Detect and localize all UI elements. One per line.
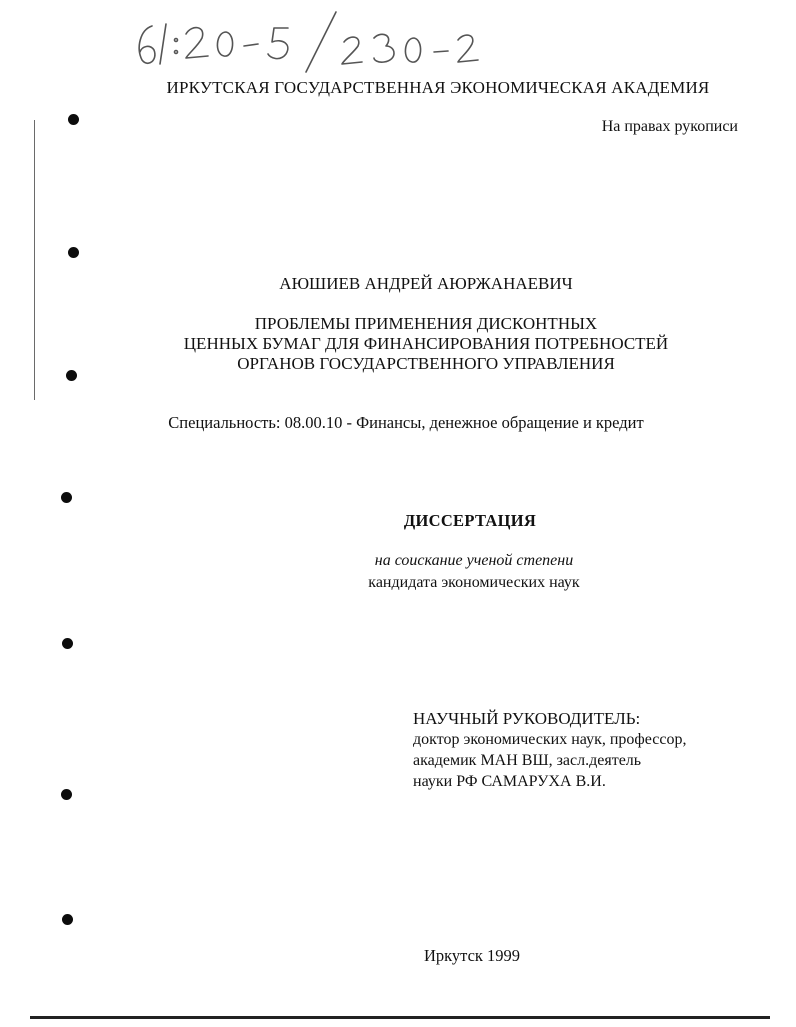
institution-name: ИРКУТСКАЯ ГОСУДАРСТВЕННАЯ ЭКОНОМИЧЕСКАЯ АКАДЕМИЯ: [166, 78, 710, 97]
binding-hole-mark: [61, 789, 72, 800]
dissertation-title: [0, 314, 796, 374]
binding-hole-mark: [62, 638, 73, 649]
title-line: ОРГАНОВ ГОСУДАРСТВЕННОГО УПРАВЛЕНИЯ: [237, 354, 615, 373]
degree-statement: [0, 550, 796, 594]
degree-line: кандидата экономических наук: [368, 574, 580, 591]
supervisor-heading: НАУЧНЫЙ РУКОВОДИТЕЛЬ:: [413, 709, 641, 728]
binding-hole-mark: [62, 914, 73, 925]
binding-hole-mark: [68, 247, 79, 258]
degree-line: на соискание ученой степени: [374, 552, 574, 569]
binding-hole-mark: [61, 492, 72, 503]
author-name: АЮШИЕВ АНДРЕЙ АЮРЖАНАЕВИЧ: [279, 274, 573, 293]
supervisor-block: [413, 708, 687, 792]
title-line: ПРОБЛЕМЫ ПРИМЕНЕНИЯ ДИСКОНТНЫХ: [254, 314, 598, 333]
binding-hole-mark: [68, 114, 79, 125]
title-line: ЦЕННЫХ БУМАГ ДЛЯ ФИНАНСИРОВАНИЯ ПОТРЕБНОСТЕЙ: [183, 334, 669, 353]
place-and-year: Иркутск 1999: [423, 946, 521, 965]
supervisor-line: науки РФ САМАРУХА В.И.: [413, 773, 606, 790]
manuscript-note: На правах рукописи: [601, 118, 738, 135]
handwritten-archive-code: [130, 8, 490, 78]
supervisor-line: академик МАН ВШ, засл.деятель: [413, 752, 642, 769]
speciality-line: Специальность: 08.00.10 - Финансы, денежное обращение и кредит: [168, 413, 644, 432]
supervisor-line: доктор экономических наук, профессор,: [413, 731, 687, 748]
bottom-scan-edge: [30, 1016, 770, 1019]
document-type: ДИССЕРТАЦИЯ: [403, 511, 537, 530]
